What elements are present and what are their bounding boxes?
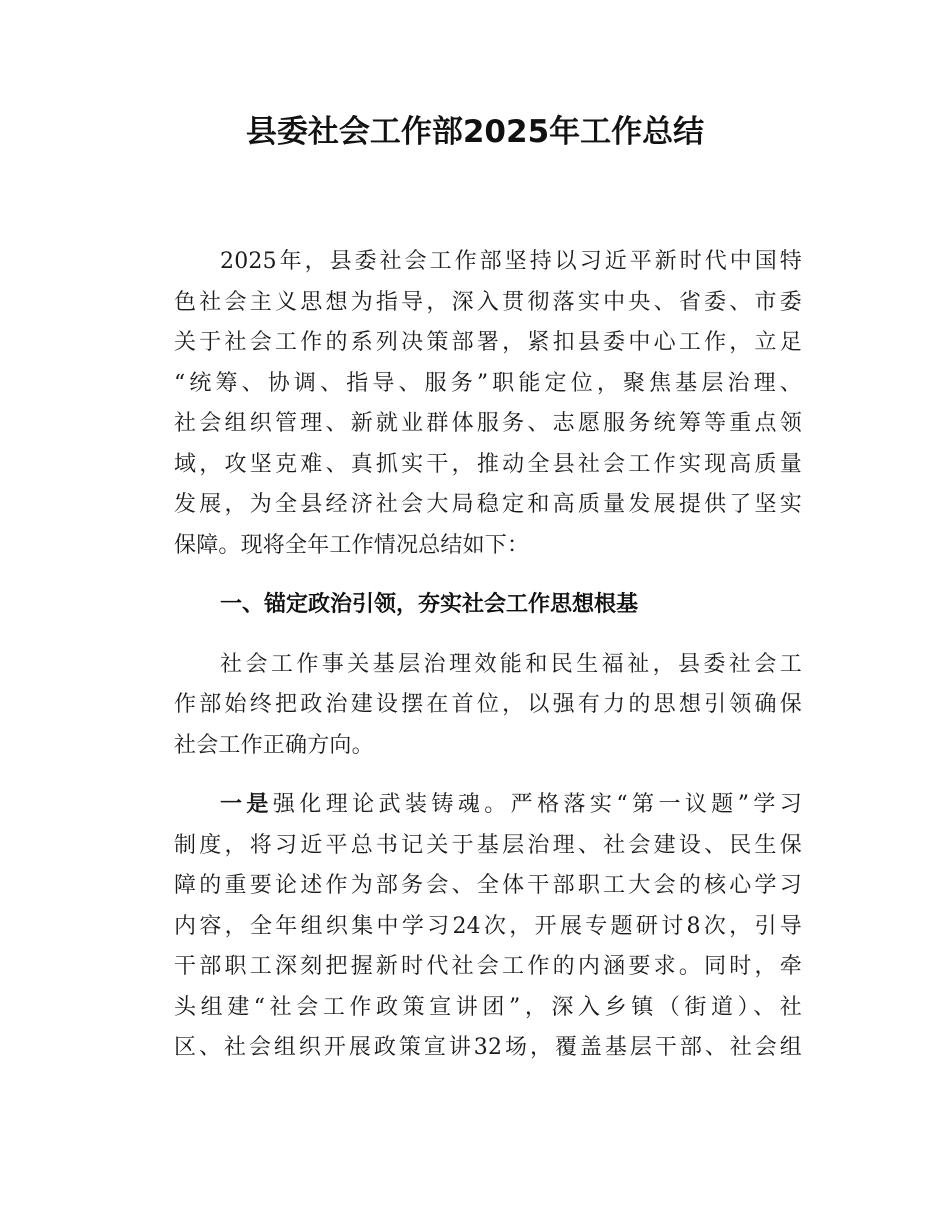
paragraph-line: 作部始终把政治建设摆在首位，以强有力的思想引领确保 [174, 692, 802, 717]
paragraph-line: 制度，将习近平总书记关于基层治理、社会建设、民生保 [174, 832, 802, 858]
paragraph-spacer [174, 766, 802, 785]
paragraph-line [174, 785, 802, 826]
paragraph-line: “统筹、协调、指导、服务”职能定位，聚焦基层治理、 [174, 370, 802, 396]
paragraph-line: 社会组织管理、新就业群体服务、志愿服务统筹等重点领 [174, 411, 802, 436]
document-title: 县委社会工作部2025年工作总结 [245, 114, 705, 150]
paragraph-line: 头组建“社会工作政策宣讲团”，深入乡镇（街道）、社 [174, 994, 802, 1020]
item-lead: 一是 [220, 792, 273, 817]
item-first-line-text: 强化理论武装铸魂。严格落实“第一议题”学习 [272, 792, 803, 817]
section-heading: 一、锚定政治引领，夯实社会工作思想根基 [220, 592, 639, 617]
paragraph-line: 内容，全年组织集中学习24次，开展专题研讨8次，引导 [174, 913, 802, 939]
intro-paragraph [174, 242, 802, 566]
paragraph-line: 关于社会工作的系列决策部署，紧扣县委中心工作，立足 [174, 330, 802, 355]
paragraph-spacer [174, 626, 802, 645]
paragraph-line: 域，攻坚克难、真抓实干，推动全县社会工作实现高质量 [174, 451, 802, 477]
paragraph-line: 区、社会组织开展政策宣讲32场，覆盖基层干部、社会组 [174, 1035, 802, 1060]
paragraph-line: 2025年，县委社会工作部坚持以习近平新时代中国特 [220, 249, 802, 274]
document-body [174, 242, 802, 1069]
paragraph-line: 障的重要论述作为部务会、全体干部职工大会的核心学习 [174, 873, 802, 898]
paragraph-line: 社会工作正确方向。 [174, 732, 374, 758]
paragraph-line: 干部职工深刻把握新时代社会工作的内涵要求。同时，牵 [174, 954, 802, 979]
paragraph-line: 保障。现将全年工作情况总结如下： [174, 532, 530, 558]
paragraph-line: 色社会主义思想为指导，深入贯彻落实中央、省委、市委 [174, 289, 802, 315]
section-paragraph [174, 645, 802, 767]
paragraph-line: 社会工作事关基层治理效能和民生福祉，县委社会工 [220, 651, 802, 677]
paragraph-line: 发展，为全县经济社会大局稳定和高质量发展提供了坚实 [174, 492, 802, 517]
paragraph-spacer [174, 566, 802, 585]
item-paragraph [174, 785, 802, 1069]
